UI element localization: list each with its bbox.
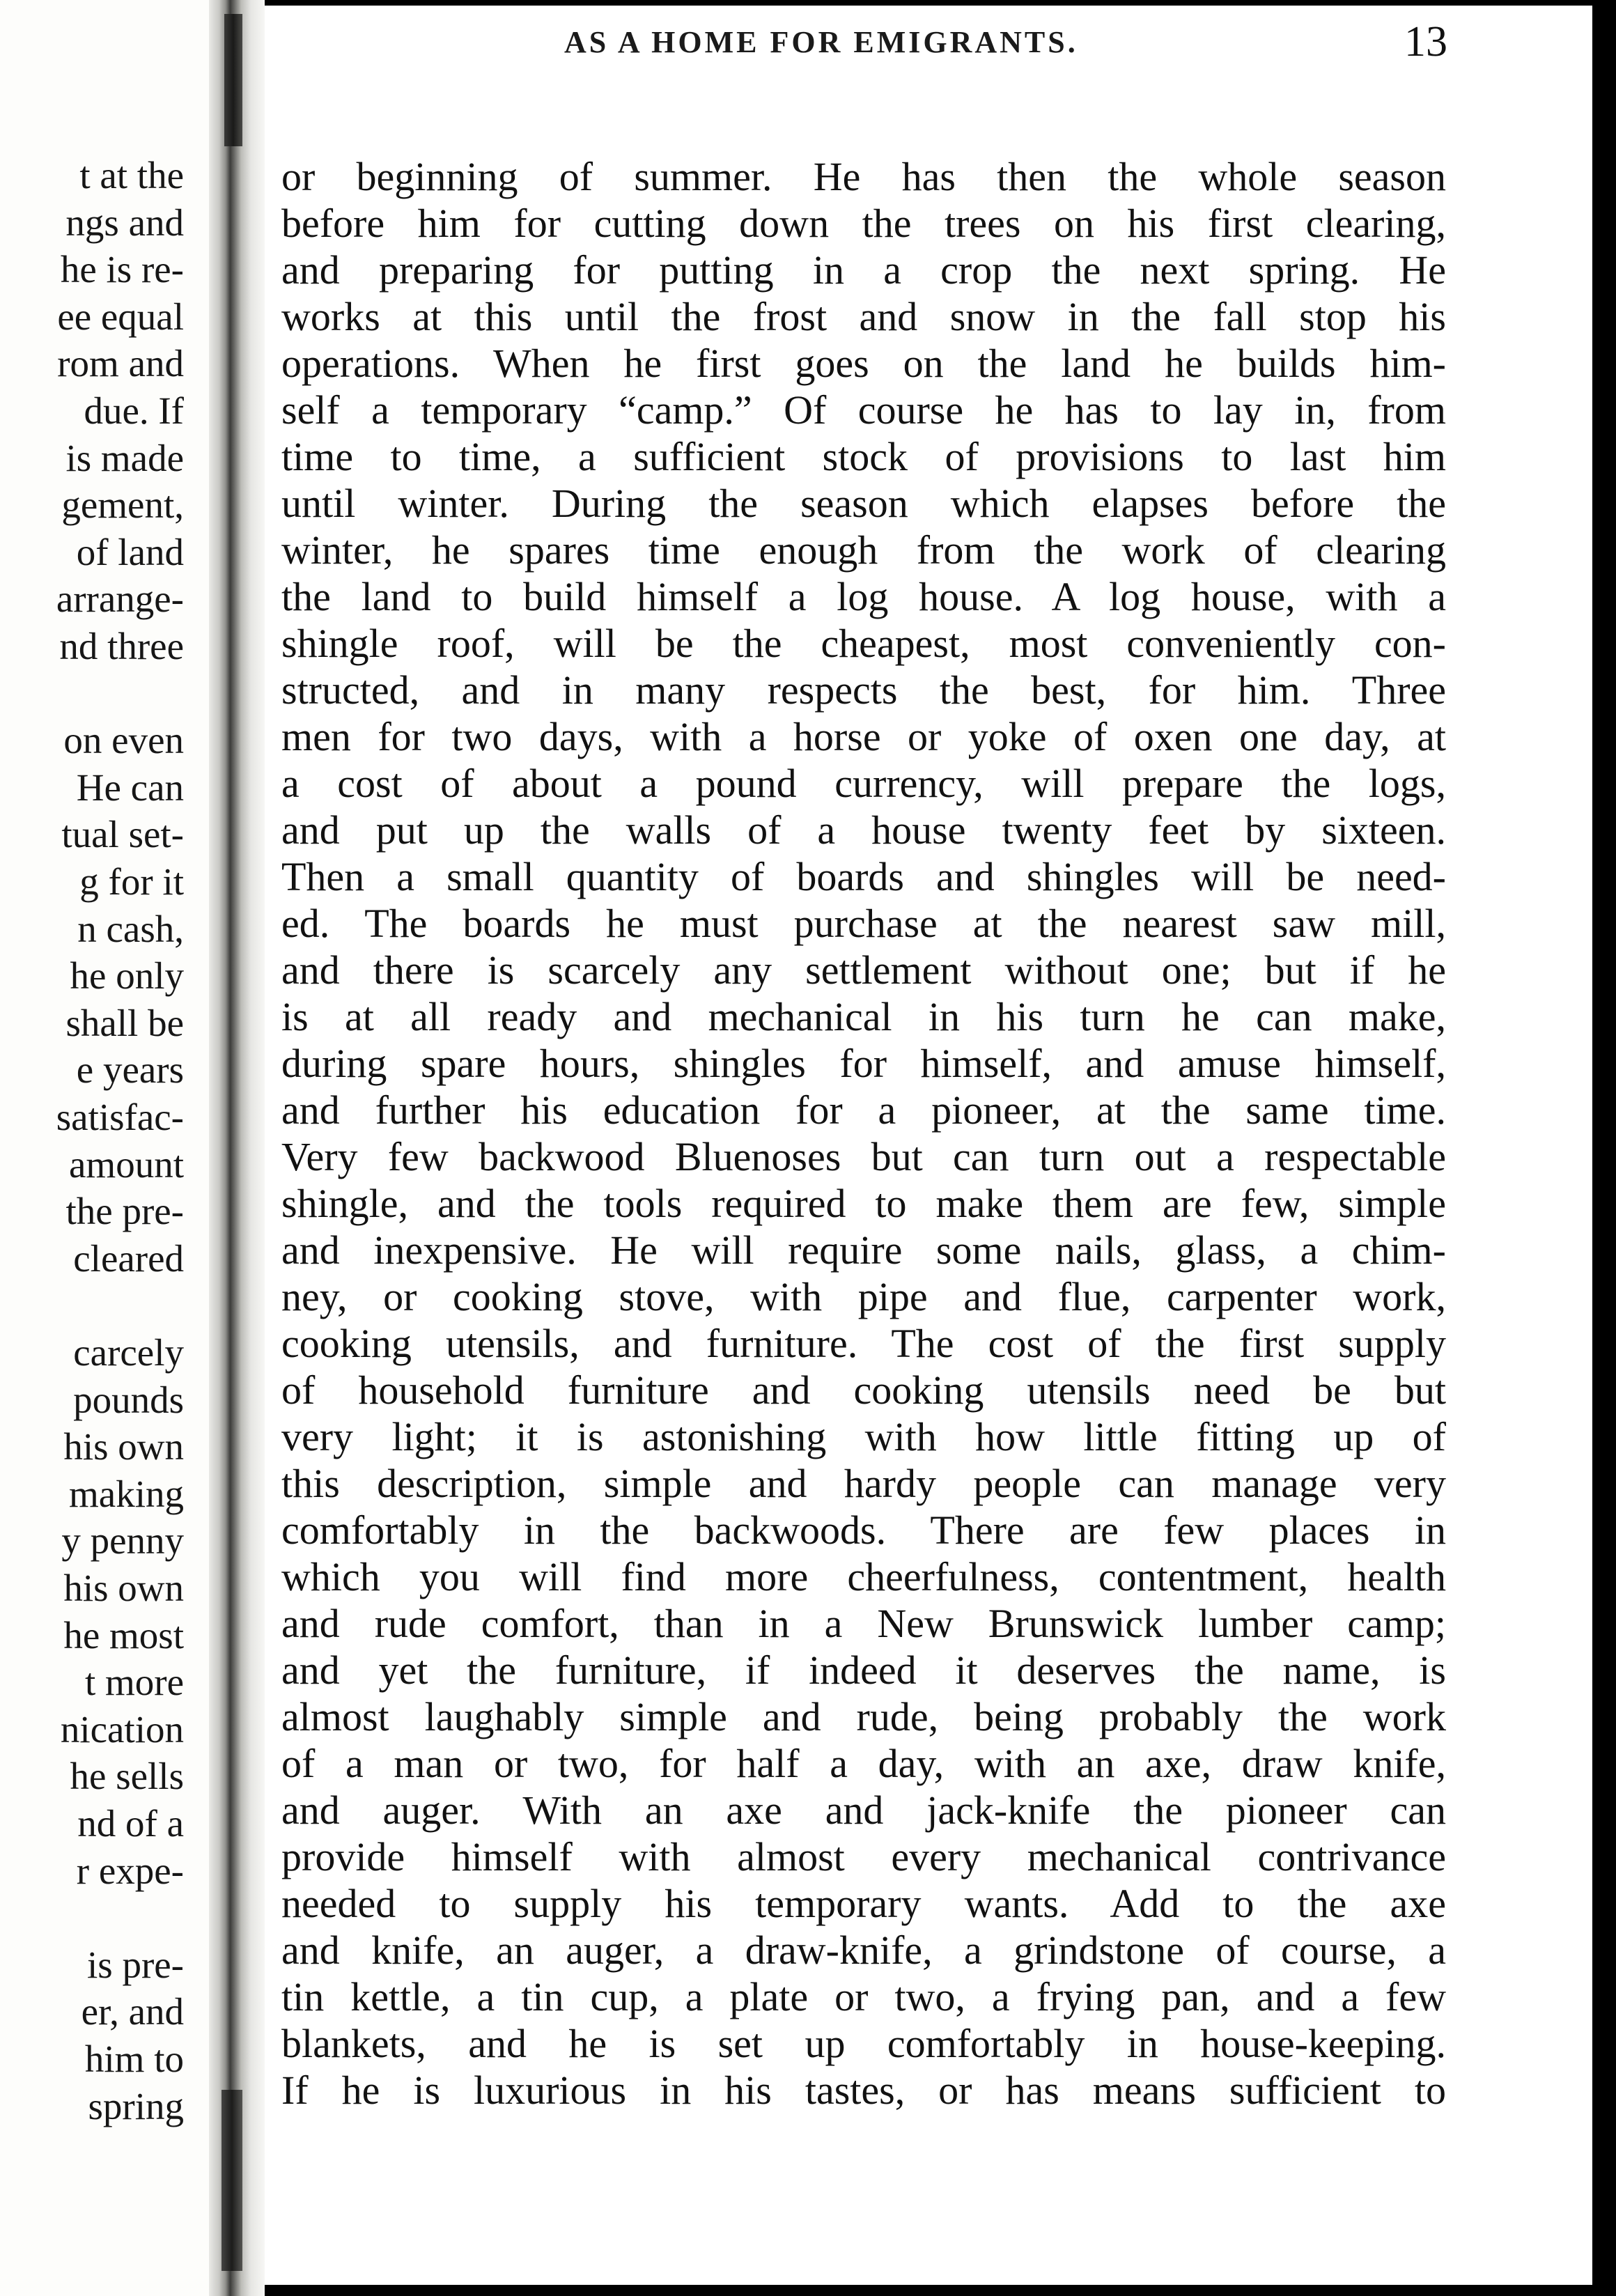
left-page-line: satisfac- xyxy=(56,1096,184,1138)
body-text-line: winter, he spares time enough from the work of clearing xyxy=(281,527,1446,573)
left-page-line: due. If xyxy=(84,389,184,432)
body-text-line: If he is luxurious in his tastes, or has means sufficient to xyxy=(281,2068,1446,2113)
body-text-line: Very few backwood Bluenoses but can turn out a respectable xyxy=(281,1134,1446,1179)
body-text-line: self a temporary “camp.” Of course he has to lay in, from xyxy=(281,387,1446,433)
body-text-line: of a man or two, for half a day, with an axe, draw knife, xyxy=(281,1741,1446,1786)
scan-border-right xyxy=(1592,0,1616,2296)
body-text-line: is at all ready and mechanical in his turn he can make, xyxy=(281,994,1446,1039)
page-number: 13 xyxy=(1404,18,1447,65)
left-page-line: er, and xyxy=(81,1990,184,2033)
body-text-line: comfortably in the backwoods. There are few places in xyxy=(281,1507,1446,1553)
left-facing-page xyxy=(0,0,209,2296)
left-page-line: e years xyxy=(76,1048,184,1091)
body-text-line: and knife, an auger, a draw-knife, a grindstone of course, a xyxy=(281,1927,1446,1973)
body-text-line: and yet the furniture, if indeed it deserves the name, is xyxy=(281,1647,1446,1693)
body-text-line: which you will find more cheerfulness, contentment, health xyxy=(281,1554,1446,1599)
body-text-line: provide himself with almost every mechanical contrivance xyxy=(281,1834,1446,1879)
body-text-line: and put up the walls of a house twenty feet by sixteen. xyxy=(281,807,1446,853)
left-page-line: r expe- xyxy=(76,1849,184,1892)
book-gutter xyxy=(209,0,265,2296)
body-text-line: shingle, and the tools required to make them are few, simple xyxy=(281,1181,1446,1226)
left-page-line: he sells xyxy=(70,1755,184,1797)
body-text-line: and there is scarcely any settlement without one; but if he xyxy=(281,947,1446,993)
left-page-line: making xyxy=(69,1473,184,1515)
body-text-line: works at this until the frost and snow in the fall stop his xyxy=(281,294,1446,339)
running-head: AS A HOME FOR EMIGRANTS. xyxy=(564,25,1078,59)
body-text-line: structed, and in many respects the best, for him. Three xyxy=(281,667,1446,713)
left-page-line: tual set- xyxy=(61,813,184,855)
body-text-line: and inexpensive. He will require some nails, glass, a chim- xyxy=(281,1227,1446,1273)
body-text-line: operations. When he first goes on the land he builds him- xyxy=(281,341,1446,386)
left-page-line: nd three xyxy=(59,625,184,667)
body-text-line: very light; it is astonishing with how little fitting up of xyxy=(281,1414,1446,1459)
gutter-shadow-bottom xyxy=(222,2090,242,2271)
left-page-line: ngs and xyxy=(65,201,184,244)
body-text-line: shingle roof, will be the cheapest, most conveniently con- xyxy=(281,621,1446,666)
body-text-line: or beginning of summer. He has then the whole season xyxy=(281,154,1446,199)
body-text-line: and auger. With an axe and jack-knife the pioneer can xyxy=(281,1787,1446,1833)
left-page-line: is made xyxy=(65,437,184,479)
body-text xyxy=(281,153,1446,2113)
body-text-line: of household furniture and cooking utensils need be but xyxy=(281,1367,1446,1413)
left-page-line: nd of a xyxy=(77,1802,184,1845)
body-text-line: time to time, a sufficient stock of provisions to last him xyxy=(281,434,1446,479)
body-text-line: men for two days, with a horse or yoke of oxen one day, at xyxy=(281,714,1446,759)
left-page-line: he most xyxy=(63,1614,184,1657)
left-page-line: n cash, xyxy=(77,908,184,950)
left-page-line: carcely xyxy=(73,1331,184,1374)
left-page-line: g for it xyxy=(79,860,184,903)
body-text-line: and rude comfort, than in a New Brunswick lumber camp; xyxy=(281,1601,1446,1646)
left-page-line: is pre- xyxy=(87,1944,184,1986)
gutter-shadow-top xyxy=(224,14,242,146)
body-text-line: and preparing for putting in a crop the next spring. He xyxy=(281,247,1446,293)
body-text-line: blankets, and he is set up comfortably in house-keeping. xyxy=(281,2021,1446,2066)
left-page-line: t at the xyxy=(79,154,184,196)
body-text-line: tin kettle, a tin cup, a plate or two, a frying pan, and a few xyxy=(281,1974,1446,2019)
body-text-line: ed. The boards he must purchase at the nearest saw mill, xyxy=(281,901,1446,946)
left-page-line: ee equal xyxy=(57,295,184,338)
left-page-line: amount xyxy=(69,1143,184,1186)
body-text-line: the land to build himself a log house. A log house, with a xyxy=(281,574,1446,619)
body-text-line: before him for cutting down the trees on his first clearing, xyxy=(281,201,1446,246)
left-page-line: on even xyxy=(63,719,184,761)
left-page-line: y penny xyxy=(61,1519,184,1562)
left-page-line: spring xyxy=(88,2085,184,2127)
body-text-line: almost laughably simple and rude, being probably the work xyxy=(281,1694,1446,1739)
left-page-line: he only xyxy=(70,954,184,997)
body-text-line: during spare hours, shingles for himself, and amuse himself, xyxy=(281,1041,1446,1086)
left-page-line: nication xyxy=(60,1708,184,1751)
body-text-line: a cost of about a pound currency, will prepare the logs, xyxy=(281,761,1446,806)
left-page-line: gement, xyxy=(61,483,184,526)
body-text-line: ney, or cooking stove, with pipe and flue, carpenter work, xyxy=(281,1274,1446,1319)
left-page-line: He can xyxy=(76,766,184,809)
left-page-line: him to xyxy=(84,2038,184,2080)
body-text-line: needed to supply his temporary wants. Add to the axe xyxy=(281,1881,1446,1926)
body-text-line: this description, simple and hardy people can manage very xyxy=(281,1461,1446,1506)
right-page xyxy=(265,6,1592,2285)
left-page-line: shall be xyxy=(65,1002,184,1044)
left-page-line: pounds xyxy=(73,1379,184,1421)
left-page-line: cleared xyxy=(73,1237,184,1280)
left-page-line: his own xyxy=(63,1425,184,1468)
body-text-line: and further his education for a pioneer, at the same time. xyxy=(281,1087,1446,1133)
left-page-line: his own xyxy=(63,1567,184,1609)
body-text-line: cooking utensils, and furniture. The cost of the first supply xyxy=(281,1321,1446,1366)
left-page-line: of land xyxy=(76,531,184,573)
left-page-line: the pre- xyxy=(65,1190,184,1232)
left-page-line: t more xyxy=(84,1661,184,1703)
body-text-line: Then a small quantity of boards and shingles will be need- xyxy=(281,854,1446,899)
left-page-line: rom and xyxy=(57,342,184,385)
left-page-line: he is re- xyxy=(60,248,184,290)
left-page-line: arrange- xyxy=(56,577,184,620)
body-text-line: until winter. During the season which elapses before the xyxy=(281,481,1446,526)
